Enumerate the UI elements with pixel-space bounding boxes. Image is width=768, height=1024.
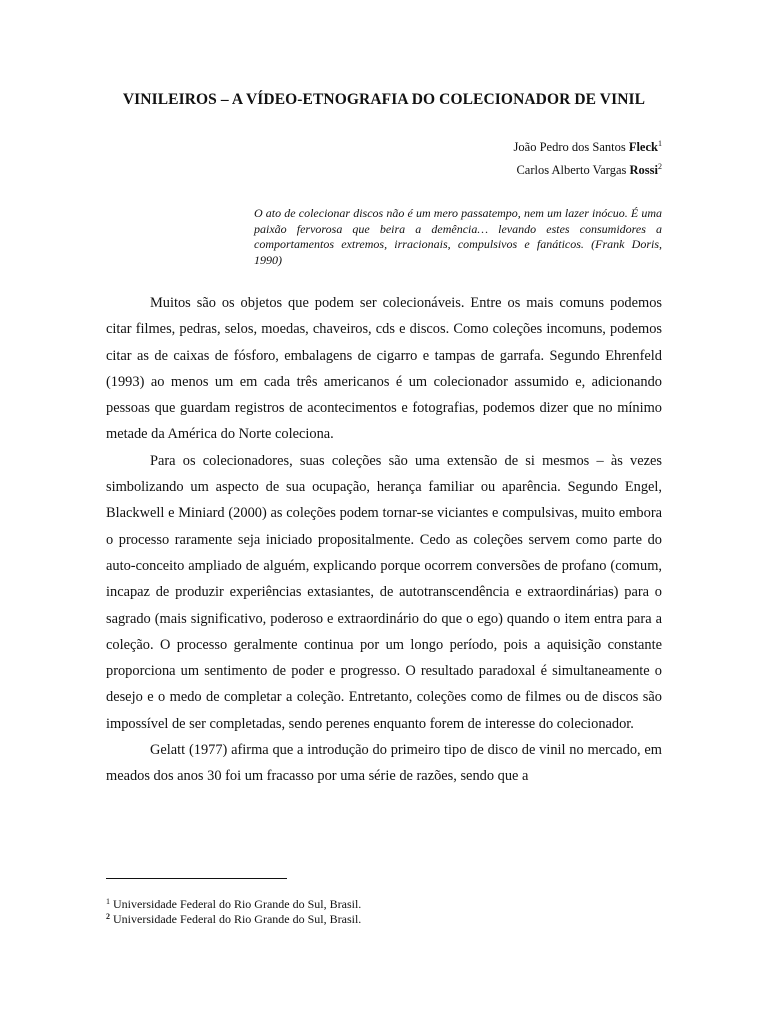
footnote-mark: 2 (106, 911, 110, 921)
footnote-mark: 1 (106, 897, 110, 906)
footnote (106, 912, 361, 927)
footnotes (106, 897, 361, 926)
author-given-name: João Pedro dos Santos (513, 140, 626, 154)
author-line (514, 159, 662, 182)
author-footnote-mark: 2 (658, 162, 662, 171)
author-line (514, 136, 662, 159)
author-surname: Fleck (628, 140, 658, 154)
footnote-text: Universidade Federal do Rio Grande do Sul, Brasil. (113, 911, 362, 926)
footnote (106, 897, 361, 912)
author-given-name: Carlos Alberto Vargas (516, 163, 627, 177)
footnote-separator (106, 878, 287, 879)
body-paragraph: Gelatt (1977) afirma que a introdução do primeiro tipo de disco de vinil no mercado, em meados dos anos 30 foi um fracasso por uma série de razões, sendo que a (106, 742, 662, 785)
author-surname: Rossi (629, 163, 658, 177)
footnote-text: Universidade Federal do Rio Grande do Sul, Brasil. (113, 897, 362, 911)
epigraph-quote: O ato de colecionar discos não é um mero passatempo, nem um lazer inócuo. É uma paixão fervorosa que beira a demência… levando estes consumidores a comportamentos extremos, irracionais, compulsivos e fanáticos. (Frank Doris, 1990) (254, 206, 662, 267)
body-paragraph: Muitos são os objetos que podem ser colecionáveis. Entre os mais comuns podemos citar filmes, pedras, selos, moedas, chaveiros, cds e discos. Como coleções incomuns, podemos citar as de caixas de fósforo, embalagens de cigarro e tampas de garrafa. Segundo Ehrenfeld (1993) ao menos um em cada três americanos é um colecionador assumido e, adicionando pessoas que guardam registros de acontecimentos e fotografias, podemos dizer que no mínimo metade da América do Norte coleciona. (106, 295, 662, 443)
paper-title: VINILEIROS – A VÍDEO-ETNOGRAFIA DO COLECIONADOR DE VINIL (122, 91, 646, 108)
author-block (514, 136, 662, 182)
author-footnote-mark: 1 (658, 139, 662, 148)
body-paragraph: Para os colecionadores, suas coleções são uma extensão de si mesmos – às vezes simbolizando um aspecto de sua ocupação, herança familiar ou aparência. Segundo Engel, Blackwell e Miniard (2000) as coleções podem tornar-se viciantes e compulsivas, muito embora o processo raramente seja iniciado propositalmente. Cedo as coleções servem como parte do auto-conceito ampliado de alguém, explicando porque ocorrem conversões de profano (comum, incapaz de produzir experiências extasiantes, de autotranscendência e extraordinárias) para o sagrado (mais significativo, poderoso e extraordinário do que o ego) quando o item entra para a coleção. O processo geralmente continua por um longo período, pois a aquisição constante proporciona um sentimento de poder e progresso. O resultado paradoxal é simultaneamente o desejo e o medo de completar a coleção. Entretanto, coleções como de filmes ou de discos são impossível de ser completadas, sendo perenes enquanto forem de interesse do colecionador. (106, 452, 662, 732)
body-text (106, 290, 662, 790)
